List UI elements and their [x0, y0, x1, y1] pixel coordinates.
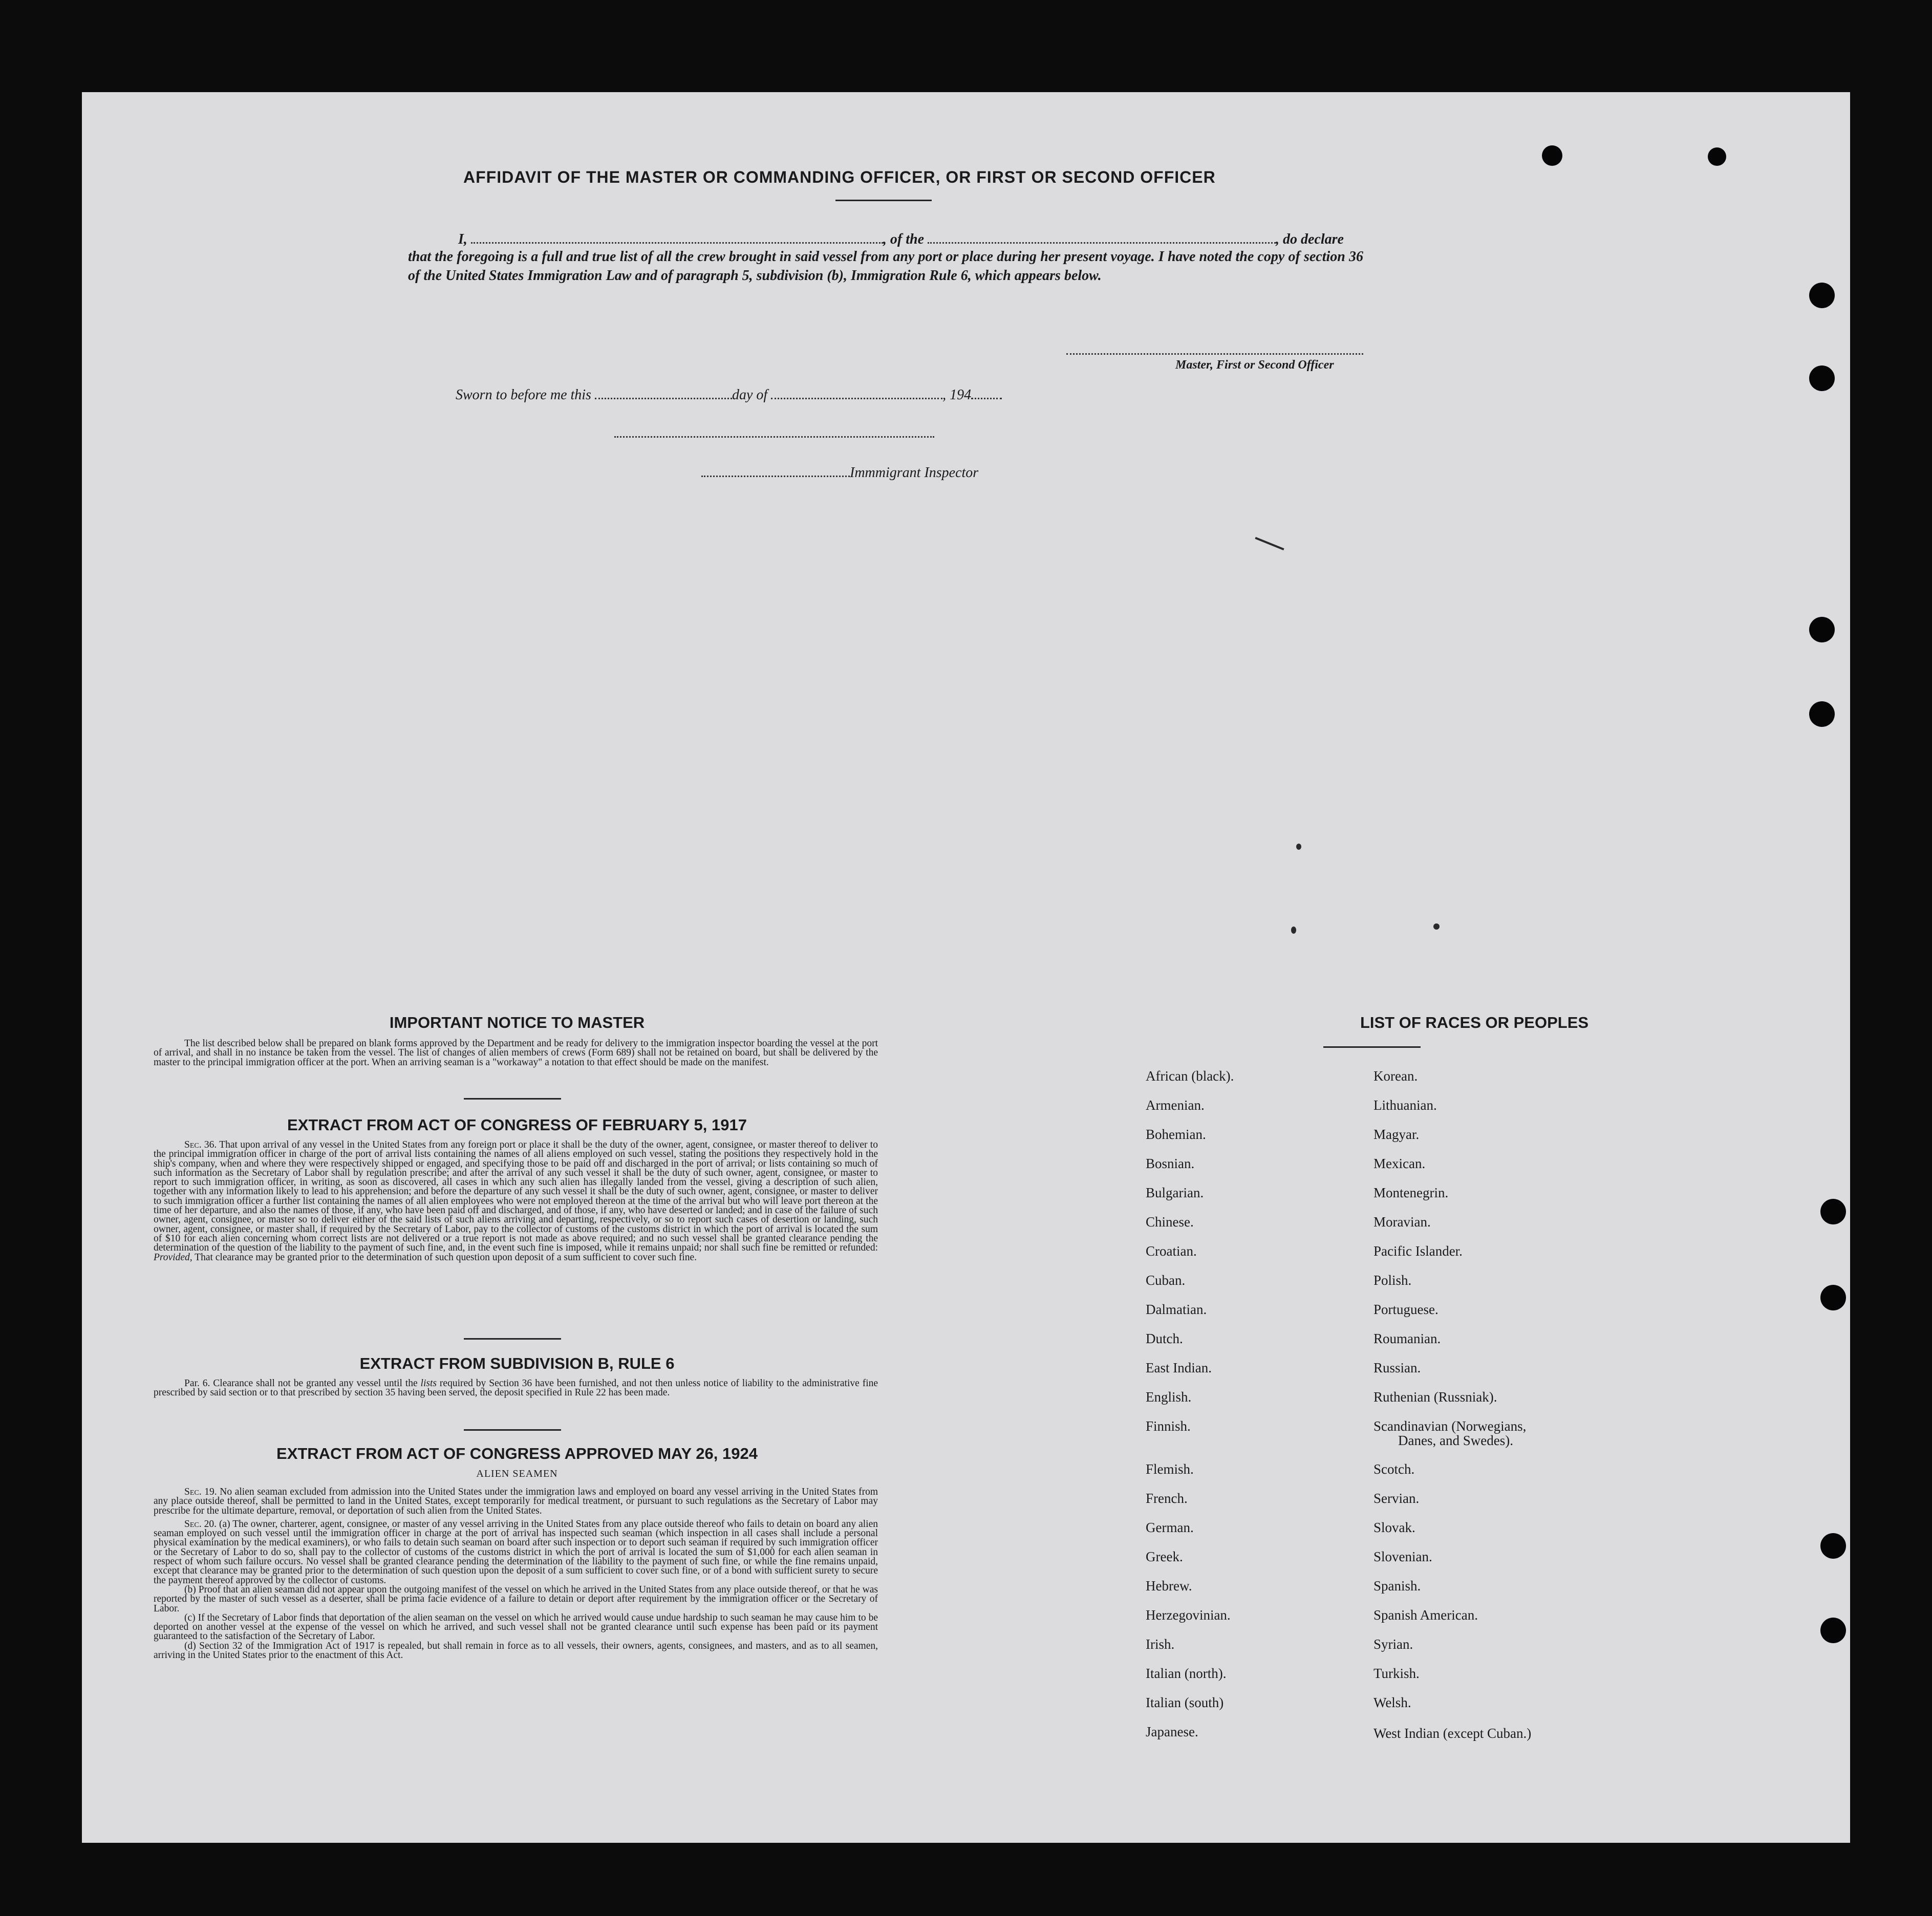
sworn-month-field[interactable]	[771, 395, 942, 399]
race-item: Ruthenian (Russniak).	[1373, 1389, 1497, 1405]
name-field[interactable]	[471, 239, 883, 244]
extract-1917-title: EXTRACT FROM ACT OF CONGRESS OF FEBRUARY 5, 1917	[287, 1116, 747, 1134]
sworn-year-label: , 194	[942, 387, 972, 403]
signature-line[interactable]	[1066, 353, 1363, 355]
sec19-text: No alien seaman excluded from admission into the United States under the immigration laws and employed on board any vessel arriving in the United States from any place outside thereof, shall be permitted to land in the United States, except temporarily for medical treatment, or pursuant to such regulations as the Secretary of Labor may prescribe for the ultimate departure, removal, or deportation of such alien from the United States.	[154, 1487, 878, 1516]
sworn-prefix: Sworn to before me this	[456, 387, 591, 403]
punch-hole	[1809, 283, 1835, 308]
title-underline	[835, 200, 932, 201]
punch-hole	[1820, 1618, 1846, 1643]
race-item: Roumanian.	[1373, 1331, 1441, 1346]
declaration-declare: , do declare	[1276, 231, 1344, 247]
race-item: Dutch.	[1146, 1331, 1183, 1346]
declaration-i: I,	[458, 231, 467, 247]
race-item: Magyar.	[1373, 1127, 1420, 1142]
divider	[464, 1098, 561, 1100]
sworn-line	[456, 387, 1002, 403]
race-item: Irish.	[1146, 1637, 1175, 1652]
race-item: Slovenian.	[1373, 1549, 1432, 1564]
race-item: German.	[1146, 1520, 1194, 1535]
race-item: Dalmatian.	[1146, 1302, 1207, 1317]
races-title: LIST OF RACES OR PEOPLES	[1360, 1014, 1589, 1031]
race-item: Turkish.	[1373, 1666, 1420, 1681]
extract-rule6-text	[154, 1379, 878, 1398]
race-item: Bohemian.	[1146, 1127, 1206, 1142]
extract-1924-title: EXTRACT FROM ACT OF CONGRESS APPROVED MAY 26, 1924	[276, 1445, 758, 1462]
punch-hole	[1820, 1199, 1846, 1224]
race-item: Syrian.	[1373, 1637, 1413, 1652]
inspector-label: Immmigrant Inspector	[850, 465, 979, 481]
extract-1924-text	[154, 1488, 878, 1660]
race-item: Finnish.	[1146, 1418, 1191, 1434]
race-item: Japanese.	[1146, 1724, 1198, 1739]
officer-signature-line[interactable]	[614, 436, 934, 438]
race-item: Spanish.	[1373, 1578, 1421, 1594]
sec36-text: That upon arrival of any vessel in the United States from any foreign port or place it shall be the duty of the owner, agent, consignee, or master thereof to deliver to the principal immigration officer in charge of the port of arrival lists containing the names of all aliens employed on such vessel, stating the positions they respectively hold in the ship's company, when and where they were respectively shipped or engaged, and specifying those to be paid off and discharged in the port of arrival; or lists containing so much of such information as the Secretary of Labor shall by regulation prescribe; and after the arrival of any such vessel it shall be the duty of such owner, agent, consignee, or master to report to such immigration officer, in writing, as soon as discovered, all cases in which any such alien has illegally landed from the vessel, giving a description of such alien, together with any information likely to lead to his apprehension; and before the departure of any such vessel it shall be the duty of such owner, agent, consignee, or master to deliver to such immigration officer a further list containing the names of all alien employees who were not employed thereon at the time of the arrival but who will leave port thereon at the time of her departure, and also the names of those, if any, who have been paid off and discharged, and of those, if any, who have deserted or landed; and in case of the failure of such owner, agent, consignee, or master so to deliver either of the said lists of such aliens arriving and departing, respectively, or so to report such cases of desertion or landing, such owner, agent, consignee, or master shall, if required by the Secretary of Labor, pay to the collector of customs of the customs district in which the port of arrival is located the sum of $10 for each alien concerning whom correct lists are not delivered or a true report is not made as above required; and no such vessel shall be granted clearance pending the determination of the question of the liability to the payment of such fine, and, in the event such fine is imposed, while it remains unpaid; nor shall such fine be remitted or refunded:	[154, 1139, 878, 1254]
races-divider	[1323, 1046, 1421, 1048]
rule6-text-a: Par. 6. Clearance shall not be granted any vessel until the	[184, 1378, 418, 1389]
race-item: Bosnian.	[1146, 1156, 1195, 1171]
race-item: West Indian (except Cuban.)	[1373, 1726, 1532, 1741]
race-item: Welsh.	[1373, 1695, 1411, 1710]
extract-1917-text	[154, 1140, 878, 1262]
race-item: Montenegrin.	[1373, 1185, 1449, 1200]
race-item: Herzegovinian.	[1146, 1607, 1231, 1623]
alien-seamen-subtitle: ALIEN SEAMEN	[476, 1468, 558, 1479]
race-item: Armenian.	[1146, 1097, 1205, 1113]
notice-text	[154, 1039, 878, 1067]
punch-hole	[1708, 147, 1726, 166]
race-item: East Indian.	[1146, 1360, 1212, 1375]
sec19-label: Sec. 19.	[184, 1487, 217, 1497]
vessel-field[interactable]	[928, 239, 1276, 244]
race-item: Cuban.	[1146, 1273, 1186, 1288]
ink-mark	[1296, 844, 1301, 850]
proviso-label: Provided,	[154, 1252, 192, 1263]
divider	[464, 1338, 561, 1340]
race-item: African (black).	[1146, 1068, 1234, 1084]
race-item: Scotch.	[1373, 1461, 1415, 1477]
punch-hole	[1809, 617, 1835, 642]
sec20b-text: (b) Proof that an alien seaman did not appear upon the outgoing manifest of the vessel on which he arrived in the United States from any place outside thereof, or that he was reported by the master of such vessel as a deserter, shall be prima facie evidence of a failure to detain or deport after requirement by the immigration officer or the Secretary of Labor.	[154, 1584, 878, 1614]
ink-mark	[1255, 537, 1284, 550]
race-item: Hebrew.	[1146, 1578, 1192, 1594]
rule6-lists: lists	[420, 1378, 437, 1389]
notice-paragraph: The list described below shall be prepared on blank forms approved by the Department and be ready for delivery to the immigration inspector boarding the vessel at the port of arrival, and shall in no instance be taken from the vessel. The list of changes of alien members of crews (Form 689) shall not be retained on board, but shall be delivered by the master to the principal immigration officer at the port. When an arriving seaman is a "workaway" a notation to that effect should be made on the manifest.	[154, 1038, 878, 1068]
punch-hole	[1542, 145, 1562, 166]
race-item: French.	[1146, 1491, 1188, 1506]
race-item: Slovak.	[1373, 1520, 1415, 1535]
sec20-label: Sec. 20.	[184, 1518, 217, 1530]
declaration-of: , of the	[883, 231, 925, 247]
sec20a-text: (a) The owner, charterer, agent, consignee, or master of any vessel arriving in the United States from any place outside thereof who fails to detain on board any alien seaman employed on such vessel until the immigration officer in charge at the port of arrival has inspected such seaman (which inspection in all cases shall include a personal physical examination by the medical examiners), or who fails to detain such seaman on board after such inspection or to deport such seaman if required by such immigration officer or the Secretary of Labor to do so, shall pay to the collector of customs of the customs district in which the port of arrival is located the sum of $1,000 for each alien seaman in respect of whom such failure occurs. No vessel shall be granted clearance pending the determination of the liability to the payment of such fine, or while the fine remains unpaid, except that clearance may be granted prior to the determination of such question upon the deposit of a sum sufficient to cover such fine, or of a bond with sufficient surety to secure the payment thereof approved by the collector of customs.	[154, 1518, 878, 1586]
race-item: Spanish American.	[1373, 1607, 1478, 1623]
affidavit-title: AFFIDAVIT OF THE MASTER OR COMMANDING OFFICER, OR FIRST OR SECOND OFFICER	[463, 168, 1216, 186]
sec20d-text: (d) Section 32 of the Immigration Act of 1917 is repealed, but shall remain in force as to all vessels, their owners, agents, consignees, and masters, and as to all seamen, arriving in the United States prior to the enactment of this Act.	[154, 1640, 878, 1661]
sworn-year-field[interactable]	[971, 395, 1002, 399]
race-item: Flemish.	[1146, 1461, 1194, 1477]
race-item: English.	[1146, 1389, 1192, 1405]
race-item-line: Danes, and Swedes).	[1398, 1433, 1513, 1448]
bleed-through-text	[384, 149, 393, 173]
race-item: Servian.	[1373, 1491, 1420, 1506]
declaration-line	[458, 231, 1344, 248]
race-item: Italian (north).	[1146, 1666, 1227, 1681]
race-item	[1373, 1419, 1526, 1448]
notice-title: IMPORTANT NOTICE TO MASTER	[389, 1014, 645, 1031]
inspector-field[interactable]	[701, 472, 850, 477]
punch-hole	[1809, 701, 1835, 727]
race-item: Chinese.	[1146, 1214, 1194, 1230]
race-item: Pacific Islander.	[1373, 1243, 1463, 1259]
race-item: Croatian.	[1146, 1243, 1197, 1259]
divider	[464, 1429, 561, 1431]
inspector-line	[701, 465, 978, 481]
race-item: Mexican.	[1373, 1156, 1426, 1171]
race-item: Italian (south)	[1146, 1695, 1224, 1710]
sworn-day-label: day of	[732, 387, 768, 403]
race-item: Moravian.	[1373, 1214, 1431, 1230]
signature-label: Master, First or Second Officer	[1175, 358, 1334, 372]
race-item-line: Scandinavian (Norwegians,	[1373, 1418, 1527, 1434]
race-item: Russian.	[1373, 1360, 1421, 1375]
race-item: Korean.	[1373, 1068, 1418, 1084]
rule6-text-b: required by Section 36 have been furnished, and not then unless notice of liability to the administrative fine prescribed by said section or to that prescribed by section 35 having been served, the deposit specified in Rule 22 has been made.	[154, 1378, 878, 1398]
extract-rule6-title: EXTRACT FROM SUBDIVISION B, RULE 6	[359, 1354, 675, 1372]
race-item: Portuguese.	[1373, 1302, 1439, 1317]
punch-hole	[1809, 365, 1835, 391]
race-item: Greek.	[1146, 1549, 1183, 1564]
ink-mark	[1291, 927, 1296, 934]
sec20c-text: (c) If the Secretary of Labor finds that deportation of the alien seaman on the vessel on which he arrived would cause undue hardship to such seaman he may cause him to be deported on another vessel at the expense of the vessel on which he arrived, and such vessel shall not be granted clearance until such expense has been paid or its payment guaranteed to the satisfaction of the Secretary of Labor.	[154, 1612, 878, 1642]
punch-hole	[1820, 1533, 1846, 1559]
punch-hole	[1820, 1285, 1846, 1310]
declaration-body: that the foregoing is a full and true list of all the crew brought in said vessel from any port or place during her present voyage. I have noted the copy of section 36 of the United States Immigration Law and of paragraph 5, subdivision (b), Immigration Rule 6, which appears below.	[408, 249, 1363, 284]
race-item: Bulgarian.	[1146, 1185, 1204, 1200]
sworn-day-field[interactable]	[595, 395, 732, 399]
race-item: Polish.	[1373, 1273, 1412, 1288]
ink-mark	[1433, 923, 1440, 930]
race-item: Lithuanian.	[1373, 1097, 1437, 1113]
proviso-text: That clearance may be granted prior to the determination of such question upon deposit of a sum sufficient to cover such fine.	[195, 1252, 697, 1263]
sec36-label: Sec. 36.	[184, 1139, 217, 1150]
